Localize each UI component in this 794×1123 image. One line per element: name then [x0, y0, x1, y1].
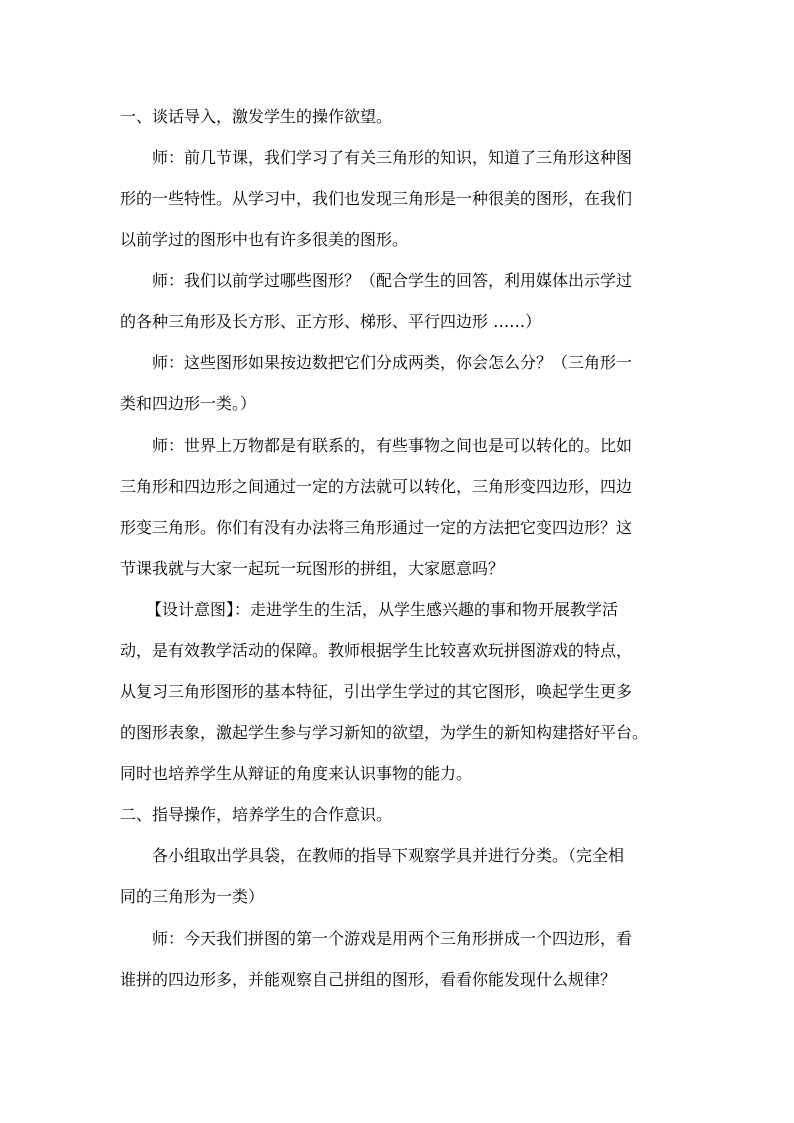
- paragraph-line: 的图形表象，激起学生参与学习新知的欲望，为学生的新知构建搭好平台。: [120, 723, 649, 742]
- paragraph-line: 从复习三角形图形的基本特征，引出学生学过的其它图形，唤起学生更多: [120, 682, 633, 701]
- paragraph-line: 以前学过的图形中也有许多很美的图形。: [120, 230, 409, 249]
- paragraph-line: 的各种三角形及长方形、正方形、梯形、平行四边形 ……）: [120, 312, 542, 331]
- paragraph-line: 动，是有效教学活动的保障。教师根据学生比较喜欢玩拼图游戏的特点，: [120, 641, 633, 660]
- paragraph-line: 谁拼的四边形多，并能观察自己拼组的图形，看看你能发现什么规律？: [120, 970, 617, 989]
- design-intent-line: 【设计意图】：走进学生的生活，从学生感兴趣的事和物开展教学活: [146, 600, 619, 619]
- section-heading-1: 一、谈话导入，激发学生的操作欲望。: [120, 107, 393, 126]
- paragraph-line: 形变三角形。你们有没有办法将三角形通过一定的方法把它变四边形？这: [120, 518, 633, 537]
- paragraph-line: 同的三角形为一类）: [120, 887, 265, 906]
- paragraph-line: 节课我就与大家一起玩一玩图形的拼组，大家愿意吗？: [120, 559, 505, 578]
- paragraph-line: 类和四边形一类。）: [120, 394, 257, 413]
- paragraph-line: 形的一些特性。从学习中，我们也发现三角形是一种很美的图形，在我们: [120, 189, 633, 208]
- section-heading-2: 二、指导操作，培养学生的合作意识。: [120, 805, 393, 824]
- paragraph-line: 三角形和四边形之间通过一定的方法就可以转化，三角形变四边形，四边: [120, 477, 633, 496]
- paragraph-line: 师：世界上万物都是有联系的，有些事物之间也是可以转化的。比如: [152, 436, 633, 455]
- paragraph-line: 各小组取出学具袋，在教师的指导下观察学具并进行分类。（完全相: [152, 846, 625, 865]
- paragraph-line: 师：今天我们拼图的第一个游戏是用两个三角形拼成一个四边形，看: [152, 929, 633, 948]
- paragraph-line: 师：前几节课，我们学习了有关三角形的知识，知道了三角形这种图: [152, 148, 633, 167]
- paragraph-line: 同时也培养学生从辩证的角度来认识事物的能力。: [120, 764, 473, 783]
- paragraph-line: 师：这些图形如果按边数把它们分成两类，你会怎么分？（三角形一: [152, 353, 633, 372]
- paragraph-line: 师：我们以前学过哪些图形？（配合学生的回答，利用媒体出示学过: [152, 271, 633, 290]
